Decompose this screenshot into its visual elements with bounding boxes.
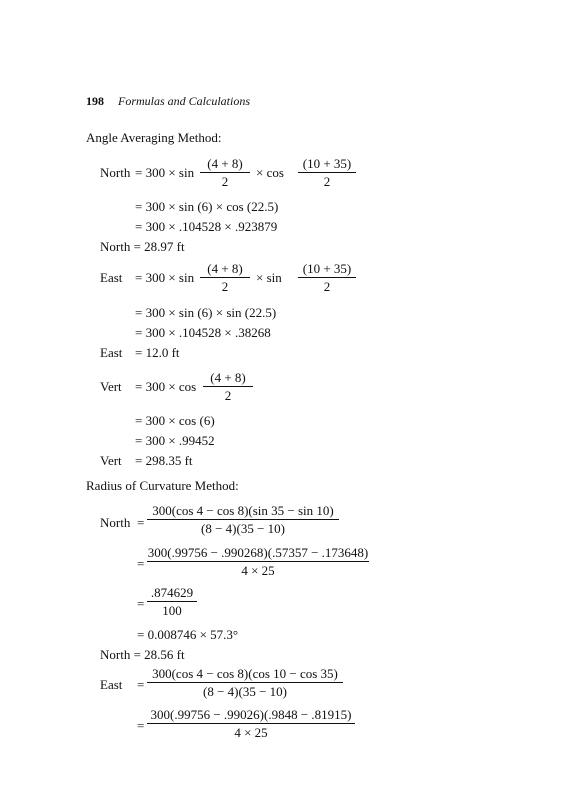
radius-north-label: North (100, 515, 131, 530)
radius-north-equals-2: = (137, 556, 145, 571)
fraction-bar (147, 561, 369, 562)
east-frac2-numerator: (10 + 35) (302, 261, 352, 276)
radius-east-label: East (100, 677, 123, 692)
radius-east-frac2-numerator: 300(.99756 − .99026)(.9848 − .81915) (150, 707, 352, 722)
radius-east-frac1-numerator: 300(cos 4 − cos 8)(cos 10 − cos 35) (152, 666, 338, 681)
fraction-bar (298, 172, 356, 173)
radius-north-frac3-numerator: .874629 (150, 585, 194, 600)
vert-result-value: = 298.35 ft (135, 453, 193, 468)
north-label: North (100, 165, 131, 180)
radius-north-step-4: = 0.008746 × 57.3° (137, 627, 239, 642)
east-step-3: = 300 × .104528 × .38268 (135, 325, 271, 340)
radius-east-equals: = (137, 677, 145, 692)
vert-step-3: = 300 × .99452 (135, 433, 215, 448)
fraction-bar (200, 172, 250, 173)
fraction-bar (147, 519, 339, 520)
vert-eq-prefix: = 300 × cos (135, 379, 197, 394)
north-frac2-denominator: 2 (323, 174, 331, 189)
vert-step-2: = 300 × cos (6) (135, 413, 215, 428)
east-result-value: = 12.0 ft (135, 345, 180, 360)
radius-north-frac2-denominator: 4 × 25 (241, 563, 275, 578)
east-result-label: East (100, 345, 123, 360)
radius-north-equals: = (137, 515, 145, 530)
fraction-bar (203, 386, 253, 387)
fraction-bar (147, 682, 343, 683)
vert-label: Vert (100, 379, 122, 394)
page-number: 198 (86, 94, 104, 108)
radius-north-frac2-numerator: 300(.99756 − .990268)(.57357 − .173648) (147, 545, 369, 560)
east-frac1-numerator: (4 + 8) (207, 261, 243, 276)
north-step-3: = 300 × .104528 × .923879 (135, 219, 278, 234)
north-step-2: = 300 × sin (6) × cos (22.5) (135, 199, 279, 214)
north-result: North = 28.97 ft (100, 239, 185, 254)
north-frac2-numerator: (10 + 35) (302, 156, 352, 171)
east-eq-prefix: = 300 × sin (135, 270, 195, 285)
east-step-2: = 300 × sin (6) × sin (22.5) (135, 305, 277, 320)
radius-east-frac1-denominator: (8 − 4)(35 − 10) (203, 684, 287, 699)
north-frac1-numerator: (4 + 8) (207, 156, 243, 171)
radius-north-result: North = 28.56 ft (100, 647, 185, 662)
fraction-bar (298, 277, 356, 278)
vert-frac-denominator: 2 (224, 388, 232, 403)
running-title: Formulas and Calculations (118, 94, 251, 108)
fraction-bar (147, 601, 197, 602)
radius-east-equals-2: = (137, 718, 145, 733)
north-eq-middle: × cos (256, 165, 284, 180)
section-heading-angle-averaging: Angle Averaging Method: (86, 130, 222, 145)
section-heading-radius-of-curvature: Radius of Curvature Method: (86, 478, 239, 493)
east-frac2-denominator: 2 (323, 279, 331, 294)
fraction-bar (200, 277, 250, 278)
radius-north-frac1-numerator: 300(cos 4 − cos 8)(sin 35 − sin 10) (152, 503, 334, 518)
radius-east-frac2-denominator: 4 × 25 (234, 725, 268, 740)
north-eq-prefix: = 300 × sin (135, 165, 195, 180)
east-label: East (100, 270, 123, 285)
vert-result-label: Vert (100, 453, 122, 468)
fraction-bar (147, 723, 355, 724)
radius-north-frac1-denominator: (8 − 4)(35 − 10) (201, 521, 285, 536)
east-frac1-denominator: 2 (221, 279, 229, 294)
north-frac1-denominator: 2 (221, 174, 229, 189)
radius-north-frac3-denominator: 100 (162, 603, 182, 618)
east-eq-middle: × sin (256, 270, 282, 285)
radius-north-equals-3: = (137, 596, 145, 611)
vert-frac-numerator: (4 + 8) (210, 370, 246, 385)
